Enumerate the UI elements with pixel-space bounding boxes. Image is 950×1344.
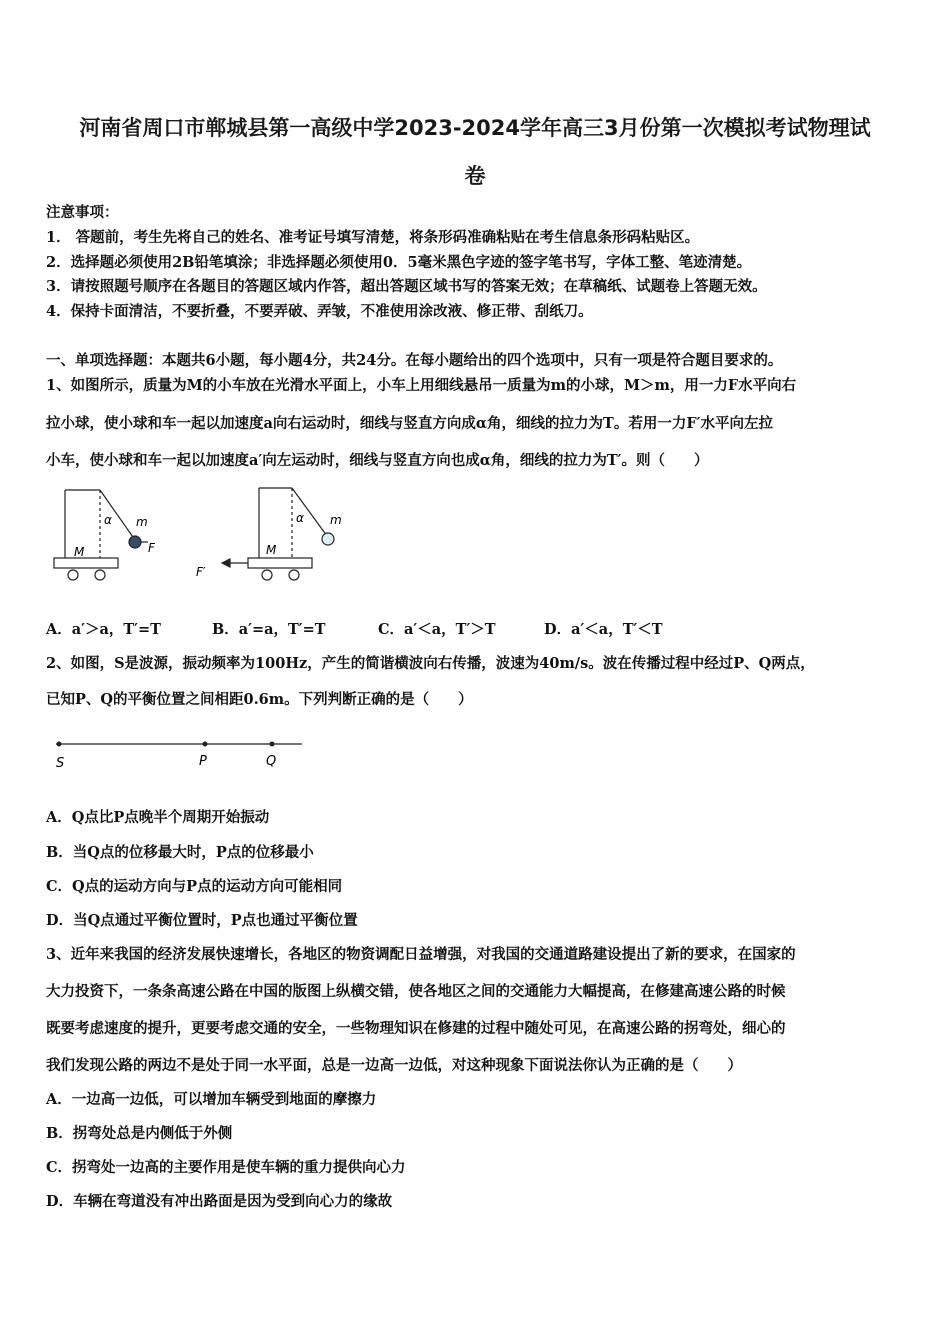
p-label: P: [199, 754, 207, 769]
alpha-label: α: [104, 513, 112, 527]
point-p: [203, 742, 208, 747]
source-point: [57, 742, 62, 747]
q2-figure: [50, 734, 310, 774]
q3-option-b[interactable]: B．拐弯处总是内侧低于外侧: [46, 1125, 233, 1142]
note-item: 1． 答题前，考生先将自己的姓名、准考证号填写清楚，将条形码准确粘贴在考生信息条形码粘贴区。: [46, 229, 700, 246]
F-prime-label: F′: [196, 565, 206, 579]
note-item: 4．保持卡面清洁，不要折叠，不要弄破、弄皱，不准使用涂改液、修正带、刮纸刀。: [46, 303, 593, 320]
m-label: m: [136, 515, 148, 529]
q3-option-d[interactable]: D．车辆在弯道没有冲出路面是因为受到向心力的缘故: [46, 1193, 393, 1210]
q1-option-a[interactable]: A．a′＞a，T′=T: [46, 621, 161, 638]
q3-option-a[interactable]: A．一边高一边低，可以增加车辆受到地面的摩擦力: [46, 1091, 377, 1108]
q2-option-a[interactable]: A．Q点比P点晚半个周期开始振动: [46, 809, 270, 826]
notes-heading: 注意事项：: [46, 204, 119, 221]
q1-option-b[interactable]: B．a′=a，T′=T: [212, 621, 326, 638]
note-item: 3．请按照题号顺序在各题目的答题区域内作答，超出答题区域书写的答案无效；在草稿纸、试题卷上答题无效。: [46, 278, 767, 295]
note-item: 2．选择题必须使用2B铅笔填涂；非选择题必须使用0．5毫米黑色字迹的签字笔书写，字体工整、笔迹清楚。: [46, 254, 752, 271]
q-label: Q: [266, 754, 277, 769]
q3-text-line: 既要考虑速度的提升，更要考虑交通的安全，一些物理知识在修建的过程中随处可见，在高速公路的拐弯处，细心的: [46, 1020, 786, 1037]
q2-text-line: 2、如图，S是波源，振动频率为100Hz，产生的简谐横波向右传播，波速为40m/s。波在传播过程中经过P、Q两点，: [46, 655, 815, 672]
q1-text-line: 拉小球，使小球和车一起以加速度a向右运动时，细线与竖直方向成α角，细线的拉力为T。若用一力F′水平向左拉: [46, 415, 773, 432]
F-label: F: [148, 541, 155, 555]
q3-text-line: 大力投资下，一条条高速公路在中国的版图上纵横交错，使各地区之间的交通能力大幅提高，在修建高速公路的时候: [46, 983, 786, 1000]
M-label: M: [74, 545, 85, 559]
q2-option-d[interactable]: D．当Q点通过平衡位置时，P点也通过平衡位置: [46, 912, 358, 929]
q1-options: [46, 620, 663, 640]
exam-title-line2: 卷: [464, 164, 486, 188]
q1-option-c[interactable]: C．a′＜a，T′＞T: [378, 621, 496, 638]
alpha-label: α: [296, 511, 304, 525]
q1-figure: [40, 480, 380, 590]
cart-right-figure: [54, 490, 148, 580]
q1-text-line: 小车，使小球和车一起以加速度a′向左运动时，细线与竖直方向也成α角，细线的拉力为T′。则（ ）: [46, 452, 709, 469]
point-q: [270, 742, 275, 747]
q2-option-c[interactable]: C．Q点的运动方向与P点的运动方向可能相同: [46, 878, 343, 895]
q2-option-b[interactable]: B．当Q点的位移最大时，P点的位移最小: [46, 844, 314, 861]
q2-text-line: 已知P、Q的平衡位置之间相距0.6m。下列判断正确的是（ ）: [46, 691, 473, 708]
q3-option-c[interactable]: C．拐弯处一边高的主要作用是使车辆的重力提供向心力: [46, 1159, 406, 1176]
q3-text-line: 3、近年来我国的经济发展快速增长，各地区的物资调配日益增强，对我国的交通道路建设提出了新的要求，在国家的: [46, 946, 796, 963]
q3-text-line: 我们发现公路的两边不是处于同一水平面，总是一边高一边低，对这种现象下面说法你认为正确的是（ ）: [46, 1057, 742, 1074]
exam-title-line1: 河南省周口市郸城县第一高级中学2023-2024学年高三3月份第一次模拟考试物理试: [79, 116, 871, 140]
q1-text-line: 1、如图所示，质量为M的小车放在光滑水平面上，小车上用细线悬吊一质量为m的小球，M＞m，用一力F水平向右: [46, 377, 797, 394]
m-label: m: [330, 513, 342, 527]
q1-option-d[interactable]: D．a′＜a，T′＜T: [544, 621, 663, 638]
section-heading: 一、单项选择题：本题共6小题，每小题4分，共24分。在每小题给出的四个选项中，只有一项是符合题目要求的。: [46, 352, 783, 369]
M-label: M: [266, 543, 277, 557]
cart-left-figure: [222, 488, 334, 580]
s-label: S: [56, 756, 65, 771]
